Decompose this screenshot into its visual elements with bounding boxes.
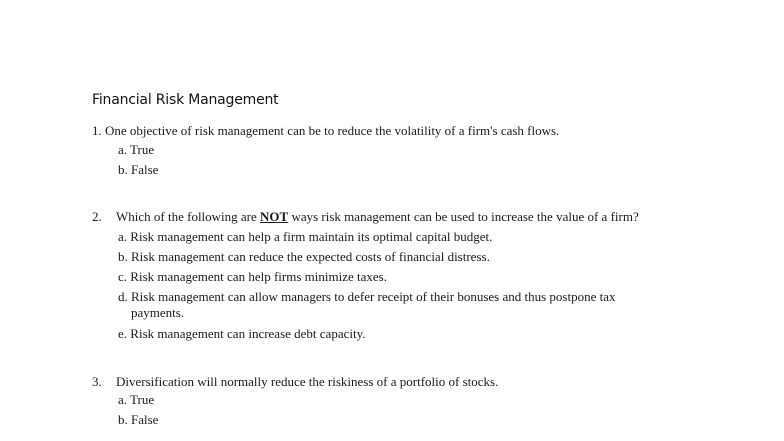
- option-3a: [118, 392, 154, 408]
- option-text: True: [130, 142, 155, 157]
- option-text: Risk management can reduce the expected costs of financial distress.: [131, 249, 490, 264]
- question-1: [92, 123, 559, 139]
- option-letter: b.: [118, 249, 128, 264]
- option-2e: [118, 326, 366, 342]
- option-3b: [118, 412, 158, 428]
- question-number: 1.: [92, 123, 102, 138]
- option-text: True: [130, 392, 155, 407]
- option-text: False: [131, 162, 159, 177]
- option-text: Risk management can help a firm maintain its optimal capital budget.: [130, 229, 493, 244]
- option-letter: c.: [118, 269, 128, 284]
- question-emphasis: NOT: [260, 209, 289, 224]
- option-letter: d.: [118, 289, 128, 304]
- option-letter: b.: [118, 162, 128, 177]
- option-text: Risk management can increase debt capacity.: [130, 326, 366, 341]
- option-2c: [118, 269, 387, 285]
- option-letter: b.: [118, 412, 128, 427]
- question-number: 2.: [92, 209, 102, 224]
- option-text: Risk management can help firms minimize taxes.: [130, 269, 387, 284]
- option-text: False: [131, 412, 159, 427]
- question-text: Diversification will normally reduce the riskiness of a portfolio of stocks.: [116, 374, 499, 389]
- option-1b: [118, 162, 158, 178]
- option-letter: a.: [118, 142, 128, 157]
- question-text-before: Which of the following are: [116, 209, 261, 224]
- option-2d-continuation: payments.: [131, 305, 185, 320]
- page-title: Financial Risk Management: [92, 92, 279, 108]
- option-letter: e.: [118, 326, 128, 341]
- question-text: One objective of risk management can be to reduce the volatility of a firm's cash flows.: [105, 123, 560, 138]
- option-letter: a.: [118, 392, 128, 407]
- option-2d: [118, 289, 615, 305]
- option-text: Risk management can allow managers to defer receipt of their bonuses and thus postpone tax: [131, 289, 616, 304]
- question-2: [92, 209, 639, 225]
- question-text-after: ways risk management can be used to increase the value of a firm?: [288, 209, 639, 224]
- option-2a: [118, 229, 492, 245]
- question-3: [92, 374, 498, 390]
- option-letter: a.: [118, 229, 128, 244]
- question-number: 3.: [92, 374, 102, 389]
- option-2b: [118, 249, 490, 265]
- option-1a: [118, 142, 154, 158]
